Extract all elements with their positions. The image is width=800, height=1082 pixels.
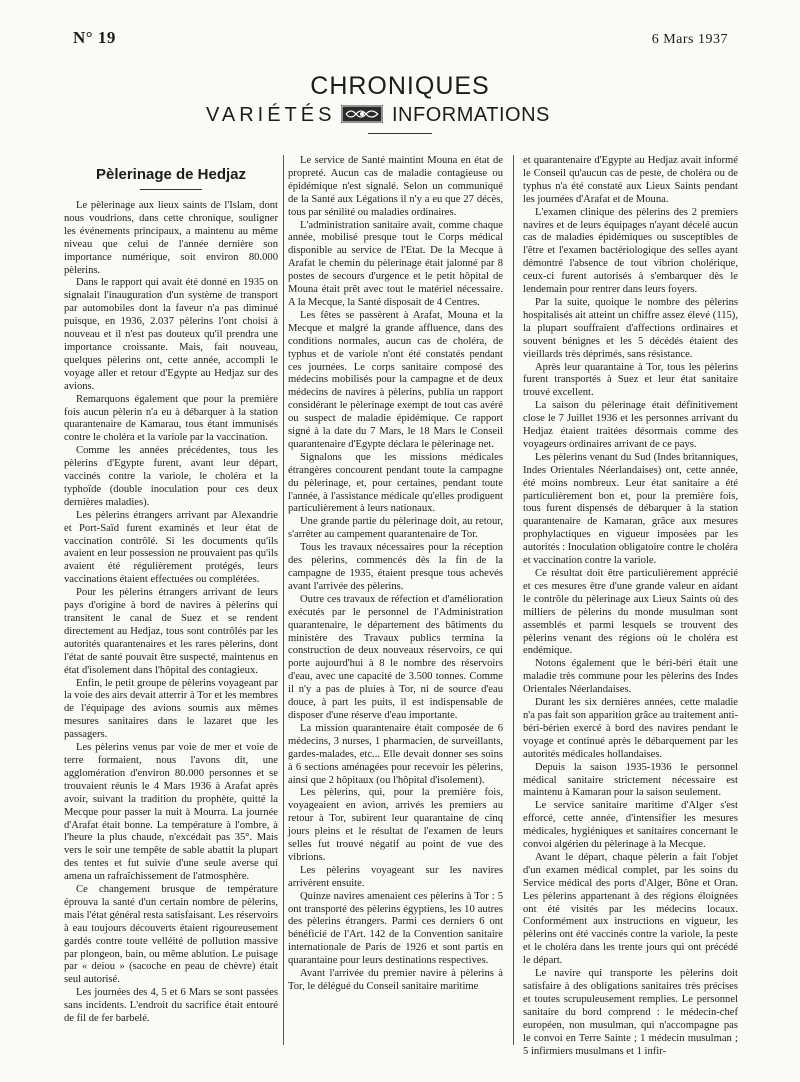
paragraph: et quarantenaire d'Egypte au Hedjaz avait informé le Conseil qu'aucun cas de peste, de choléra ou de typhus n'a été constaté aux Lieux Saints pendant les journées d'Arafat et de Mouna. — [523, 155, 738, 205]
paragraph: Avant le départ, chaque pèlerin a fait l'objet d'un examen médical complet, par les soins du Service médical des ports d'Alger, Bône et Oran. Les pèlerins appartenant à des régions éloignées ont été visités par les médecins locaux. Conformément aux instructions en vigueur, les pèlerins ont été vaccinés contre la variole, la peste et le choléra dans les trente jours qui ont précédé le départ. — [523, 851, 738, 967]
paragraph: Les fêtes se passèrent à Arafat, Mouna et la Mecque et malgré la grande affluence, dans des conditions normales, aucun cas de choléra, de typhus et de variole n'ont été constatés pendant ces journées. Le corps sanitaire composé des médecins mobilisés pour la campagne et de deux médecins de navires à pèlerins, publia un rapport considérant le pèlerinage exempt de tout cas avéré ou suspect de maladie épidémique. Ce rapport signé à la date du 7 Mars, le 18 Mars le Conseil quarantenaire d'Egypte déclara le pèlerinage net. — [288, 309, 503, 450]
paragraph: Le navire qui transporte les pèlerins doit satisfaire à des obligations sanitaires très précises et toutes scrupuleusement remplies. Le personnel sanitaire du bord comprend : le médecin-chef européen, non musulman, qui n'accompagne pas le convoi en Terre Sainte ; 1 médecin musulman ; 5 infirmiers musulmans et 1 infir- — [523, 968, 738, 1057]
paragraph: Les pèlerins venus par voie de mer et voie de terre formaient, nous l'avons dit, une agglomération d'environ 80.000 personnes et se trouvaient réunis le 4 Mars 1936 à Arafat après avoir, suivant la tradition du prophète, quitté la Mecque pour passer la nuit à Mourra. La journée d'Arafat était bonne. La température à l'ombre, à l'heure la plus chaude, n'excédait pas 35°. Mais vers le soir une tempête de sable abattit la plupart des tentes et fut suivie d'une seule averse qui amena un rafraîchissement de l'atmosphère. — [64, 742, 278, 883]
paragraph: Enfin, le petit groupe de pèlerins voyageant par la voie des airs devait atterrir à Tor et les membres de l'équipage des avions soumis aux mêmes mesures sanitaires dans le lazaret que les passagers. — [64, 677, 278, 741]
issue-date: 6 Mars 1937 — [651, 32, 728, 47]
paragraph: Signalons que les missions médicales étrangères concourent pendant toute la campagne du pèlerinage, et, pour certaines, pendant toute l'année, à l'assistance médicale qu'elles prodiguent particulièrement à leurs nationaux. — [288, 451, 503, 515]
paragraph: Tous les travaux nécessaires pour la réception des pèlerins, commencés dès la fin de la campagne de 1935, étaient presque tous achevés avant l'arrivée des pèlerins. — [288, 542, 503, 592]
paragraph: Ce résultat doit être particulièrement apprécié et ces mesures être d'une grande valeur en aidant le contrôle du pèlerinage aux Lieux Saints où des milliers de pèlerins du monde musulman sont assemblés et parmi lesquels se trouvent des pèlerins venant des régions où le choléra est endémique. — [523, 568, 738, 657]
issue-number: N° 19 — [73, 28, 116, 47]
paragraph: Notons également que le béri-béri était une maladie très commune pour les pèlerins des Indes Orientales Néerlandaises. — [523, 658, 738, 696]
article-title-rule — [140, 189, 202, 190]
paragraph: Ce changement brusque de température éprouva la santé d'un certain nombre de pèlerins, mais l'état général resta satisfaisant. Les réservoirs à eau toujours découverts étaient rigoureusement gardés contre toute velléité de pollution massive par plongeon, bain, ou même ablution. Le puisage par « deiou » (sacoche en peau de chèvre) était seul autorisé. — [64, 884, 278, 986]
paragraph: Avant l'arrivée du premier navire à pèlerins à Tor, le délégué du Conseil sanitaire maritime — [288, 968, 503, 992]
paragraph: L'administration sanitaire avait, comme chaque année, mobilisé presque tout le Corps médical disponible au service de l'Etat. De la Mecque à Arafat le chemin du pèlerinage était jalonné par 8 postes de secours d'urgence et le petit hôpital de Mouna était prêt avec tout le matériel nécessaire. A la Mecque, la Santé disposait de 4 Centres. — [288, 219, 503, 308]
paragraph: Une grande partie du pèlerinage doit, au retour, s'arrêter au campement quarantenaire de Tor. — [288, 516, 503, 541]
paragraph: Remarquons également que pour la première fois aucun pèlerin n'a eu à débarquer à la station quarantenaire de Kamarau, tous étant immunisés contre le choléra et la variole par la vaccination. — [64, 393, 278, 444]
title-rule — [368, 133, 432, 134]
paragraph: Pour les pèlerins étrangers arrivant de leurs pays d'origine à bord de navires à pèlerins qui transitent le canal de Suez et se rendent directement au Hedjaz, tous sont contrôlés par les autorités quarantenaires et les rares pèlerins, dont l'état de santé pouvait être suspecté, maintenus en état d'isolement dans l'hôpital des contagieux. — [64, 587, 278, 676]
paragraph: La saison du pèlerinage était définitivement close le 7 Juillet 1936 et les personnes arrivant du Hedjaz étaient traitées désormais comme des voyageurs ordinaires arrivant de ce pays. — [523, 400, 738, 450]
paragraph: Le service de Santé maintint Mouna en état de propreté. Aucun cas de maladie contagieuse ou épidémique n'est signalé. Selon un communiqué de la Santé aux Légations il n'y a eu que 27 décès, tous par sénilité ou maladies ordinaires. — [288, 155, 503, 218]
paragraph: Après leur quarantaine à Tor, tous les pèlerins furent transportés à Suez et leur état sanitaire trouvé excellent. — [523, 361, 738, 399]
section-title: CHRONIQUES — [310, 72, 490, 100]
column-divider — [283, 155, 284, 1045]
article-title: Pèlerinage de Hedjaz — [95, 166, 247, 183]
article-column-2 — [288, 155, 503, 994]
section-subtitle-left: VARIÉTÉS — [206, 104, 336, 126]
paragraph: Quinze navires amenaient ces pèlerins à Tor : 5 ont transporté des pèlerins égyptiens, les 10 autres des pèlerins étrangers. Parmi ces derniers 6 ont bénéficié de l'Art. 142 de la Convention sanitaire internationale de Paris de 1926 et sont partis en quarantaine pour leurs destinations respectives. — [288, 890, 503, 967]
column-divider — [513, 155, 514, 1045]
paragraph: Les journées des 4, 5 et 6 Mars se sont passées sans incidents. L'endroit du sacrifice était entouré de fil de fer barbelé. — [64, 987, 278, 1025]
paragraph: Le service sanitaire maritime d'Alger s'est efforcé, cette année, d'intensifier les mesures médicales, hygiéniques et sanitaires concernant le convoi algérien du pèlerinage à la Mecque. — [523, 800, 738, 851]
paragraph: Comme les années précédentes, tous les pèlerins d'Egypte furent, avant leur départ, vaccinés contre la variole, le choléra et la typhoïde (double inoculation pour ces deux dernières maladies). — [64, 445, 278, 508]
article-column-3 — [523, 155, 738, 1058]
paragraph: La mission quarantenaire était composée de 6 médecins, 3 nurses, 1 pharmacien, de surveillants, gardes-malades, etc... Elle devait donner ses soins à 6 sections aménagées pour recevoir les pèlerins, ainsi que 2 hôpitaux (ou l'hôpital d'isolement). — [288, 722, 503, 786]
paragraph: Les pèlerins, qui, pour la première fois, voyageaient en avion, arrivés les premiers au retour à Tor, subirent leur quarantaine de cinq jours pleins et le résultat de l'examen de leurs selles fut trouvé négatif au point de vue des vibrions. — [288, 787, 503, 863]
paragraph: Depuis la saison 1935-1936 le personnel médical sanitaire strictement nécessaire est maintenu à Kamaran pour la saison seulement. — [523, 761, 738, 799]
article-column-1 — [64, 200, 278, 1026]
ornament-icon — [341, 105, 383, 123]
paragraph: Les pèlerins étrangers arrivant par Alexandrie et Port-Saïd furent examinés et leur état de vaccination contrôlé. Si les documents qu'ils avaient en leur possession ne prouvaient pas qu'ils avaient été régulièrement protégés, leurs vaccinations étaient effectuées ou complétées. — [64, 509, 278, 586]
paragraph: Le pèlerinage aux lieux saints de l'Islam, dont nous voudrions, dans cette chronique, souligner les événements principaux, a maintenu au même niveau que celui de l'année dernière son importance numérique, soit environ 80.000 pèlerins. — [64, 200, 278, 276]
section-subtitle-right: INFORMATIONS — [392, 104, 550, 126]
paragraph: L'examen clinique des pèlerins des 2 premiers navires et de leurs équipages n'ayant décelé aucun cas de maladies épidémiques ou susceptibles de l'être et l'examen bactériologique des selles ayant démontré l'absence de tout vibrion cholérique, ceux-ci furent autorisés à s'embarquer dès le lendemain pour rentrer dans leurs foyers. — [523, 206, 738, 296]
paragraph: Outre ces travaux de réfection et d'amélioration exécutés par le personnel de l'Administration quarantenaire, le département des bâtiments du ministère des Travaux publics termina la construction de deux nouveaux réservoirs, ce qui porte aujourd'hui à 8 le nombre des réservoirs d'eau, avec une capacité de 3.500 tonnes. Comme il n'y a pas de pluies à Tor, ni de source d'eau douce, à part les puits, il est indispensable de disposer d'une réserve d'eau importante. — [288, 593, 503, 721]
paragraph: Les pèlerins voyageant sur les navires arrivèrent ensuite. — [288, 864, 503, 889]
paragraph: Par la suite, quoique le nombre des pèlerins hospitalisés ait atteint un chiffre assez élevé (115), la plupart souffraient d'affections ordinaires et souvent bénignes et les 5 décédés étaient des vieillards très déprimés, sans résistance. — [523, 296, 738, 360]
paragraph: Dans le rapport qui avait été donné en 1935 on signalait l'inauguration d'un système de transport par automobiles dont la faveur n'a pas diminué puisque, en 1936, 2.037 pèlerins l'ont choisi à nouveau et il n'est pas douteux qu'il prendra une importance croissante. Mais, fait nouveau, quelques pèlerins ont, cette année, accompli le voyage aller et retour d'Egypte au Hedjaz sur des avions. — [64, 277, 278, 392]
paragraph: Durant les six dernières années, cette maladie n'a pas fait son apparition grâce au traitement anti-béri-bérien exercé à bord des navires pendant le voyage et continué après le débarquement par les autorités médicales hollandaises. — [523, 697, 738, 760]
paragraph: Les pèlerins venant du Sud (Indes britanniques, Indes Orientales Néerlandaises) ont, cette année, été moins nombreux. Leur état sanitaire a été particulièrement bon et, pour la première fois, tous furent dispensés de débarquer à la station quarantenaire de Kamaran, grâce aux mesures prophylactiques en vigueur imposées par les autorités : Inoculation obligatoire contre le choléra et vaccination contre la variole. — [523, 451, 738, 567]
